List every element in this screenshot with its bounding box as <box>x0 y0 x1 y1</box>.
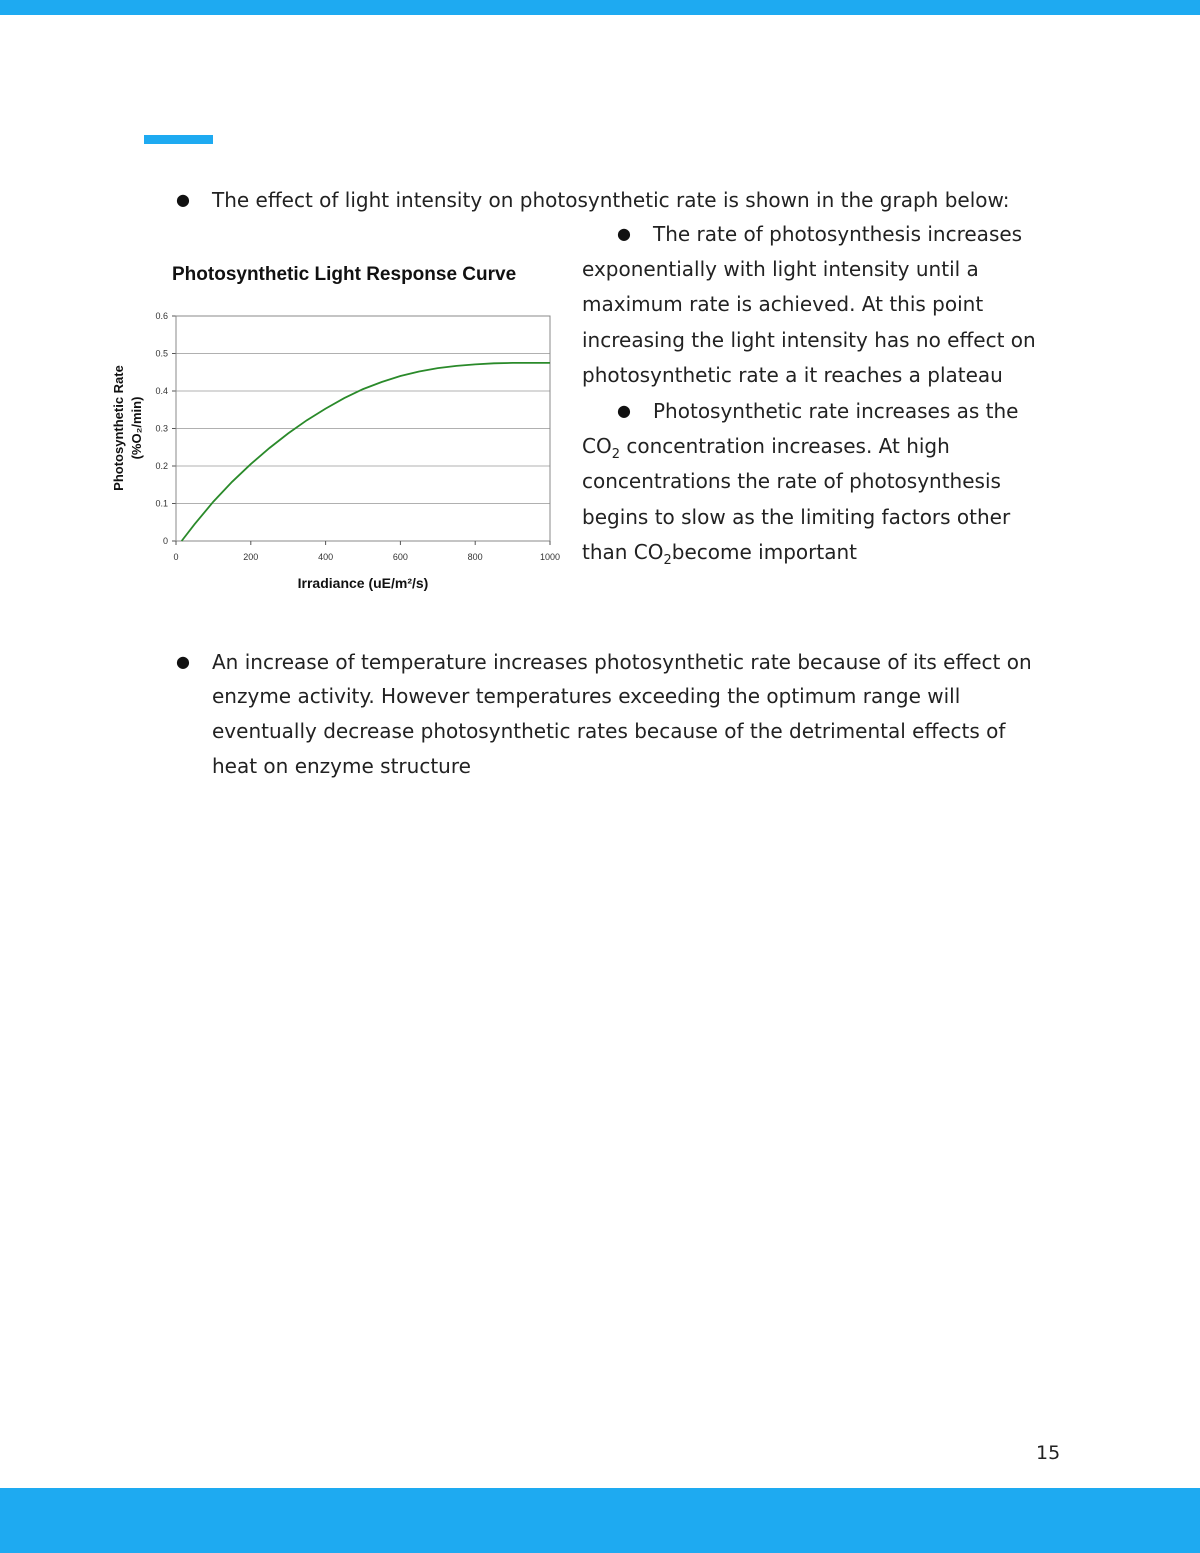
bullet-1-text: The effect of light intensity on photosynthetic rate is shown in the graph below: <box>212 188 1010 212</box>
co2-subscript: 2 <box>611 447 620 462</box>
right-p1-line: maximum rate is achieved. At this point <box>582 292 984 316</box>
bullet-marker: ● <box>617 401 631 420</box>
right-p1-line: The rate of photosynthesis increases <box>653 222 1023 246</box>
x-tick-label: 1000 <box>539 552 561 562</box>
right-p2-line <box>582 540 857 568</box>
bullet-2-line: enzyme activity. However temperatures exceeding the optimum range will <box>212 684 961 708</box>
bullet-marker: ● <box>176 190 190 209</box>
right-p1-line: increasing the light intensity has no effect on <box>582 328 1036 352</box>
y-tick-label: 0.6 <box>155 311 168 321</box>
section-accent-mark <box>144 135 213 144</box>
x-tick-label: 0 <box>173 552 179 562</box>
x-tick-label: 400 <box>318 552 334 562</box>
bullet-2-line: An increase of temperature increases photosynthetic rate because of its effect on <box>212 650 1032 674</box>
right-p1-line: exponentially with light intensity until a <box>582 257 979 281</box>
y-tick-label: 0.3 <box>155 423 168 434</box>
bullet-2-line: heat on enzyme structure <box>212 754 471 778</box>
series-line <box>182 363 550 541</box>
bullet-marker: ● <box>176 652 190 671</box>
bullet-marker: ● <box>617 224 631 243</box>
co2-text: than CO <box>582 540 664 564</box>
chart-title: Photosynthetic Light Response Curve <box>172 264 517 285</box>
right-p2-line-rest: concentration increases. At high <box>620 434 950 458</box>
bullet-2-line: eventually decrease photosynthetic rates because of the detrimental effects of <box>212 719 1006 743</box>
y-tick-label: 0 <box>162 536 168 546</box>
co2-text: CO <box>582 434 612 458</box>
co2-subscript: 2 <box>663 553 672 568</box>
bottom-accent-bar <box>0 1488 1200 1553</box>
x-axis-label: Irradiance (uE/m²/s) <box>297 575 429 591</box>
top-accent-bar <box>0 0 1200 15</box>
x-tick-label: 600 <box>392 552 408 562</box>
right-p2-line: concentrations the rate of photosynthesis <box>582 469 1001 493</box>
right-p1-line: photosynthetic rate a it reaches a plateau <box>582 363 1003 387</box>
x-tick-label: 800 <box>467 552 483 562</box>
y-tick-label: 0.4 <box>155 386 168 396</box>
right-p2-line-rest: become important <box>671 540 857 564</box>
light-response-chart <box>100 300 570 600</box>
page-number: 15 <box>1036 1442 1061 1464</box>
y-tick-label: 0.1 <box>155 498 168 509</box>
right-p2-line: Photosynthetic rate increases as the <box>653 399 1019 423</box>
right-p2-line: begins to slow as the limiting factors other <box>582 505 1011 529</box>
y-tick-label: 0.2 <box>155 461 168 471</box>
right-p2-line <box>582 434 950 462</box>
y-axis-label: Photosynthetic Rate <box>111 365 126 491</box>
x-tick-label: 200 <box>243 552 259 562</box>
y-tick-label: 0.5 <box>155 348 168 359</box>
y-axis-label-units: (%O₂/min) <box>129 396 144 460</box>
